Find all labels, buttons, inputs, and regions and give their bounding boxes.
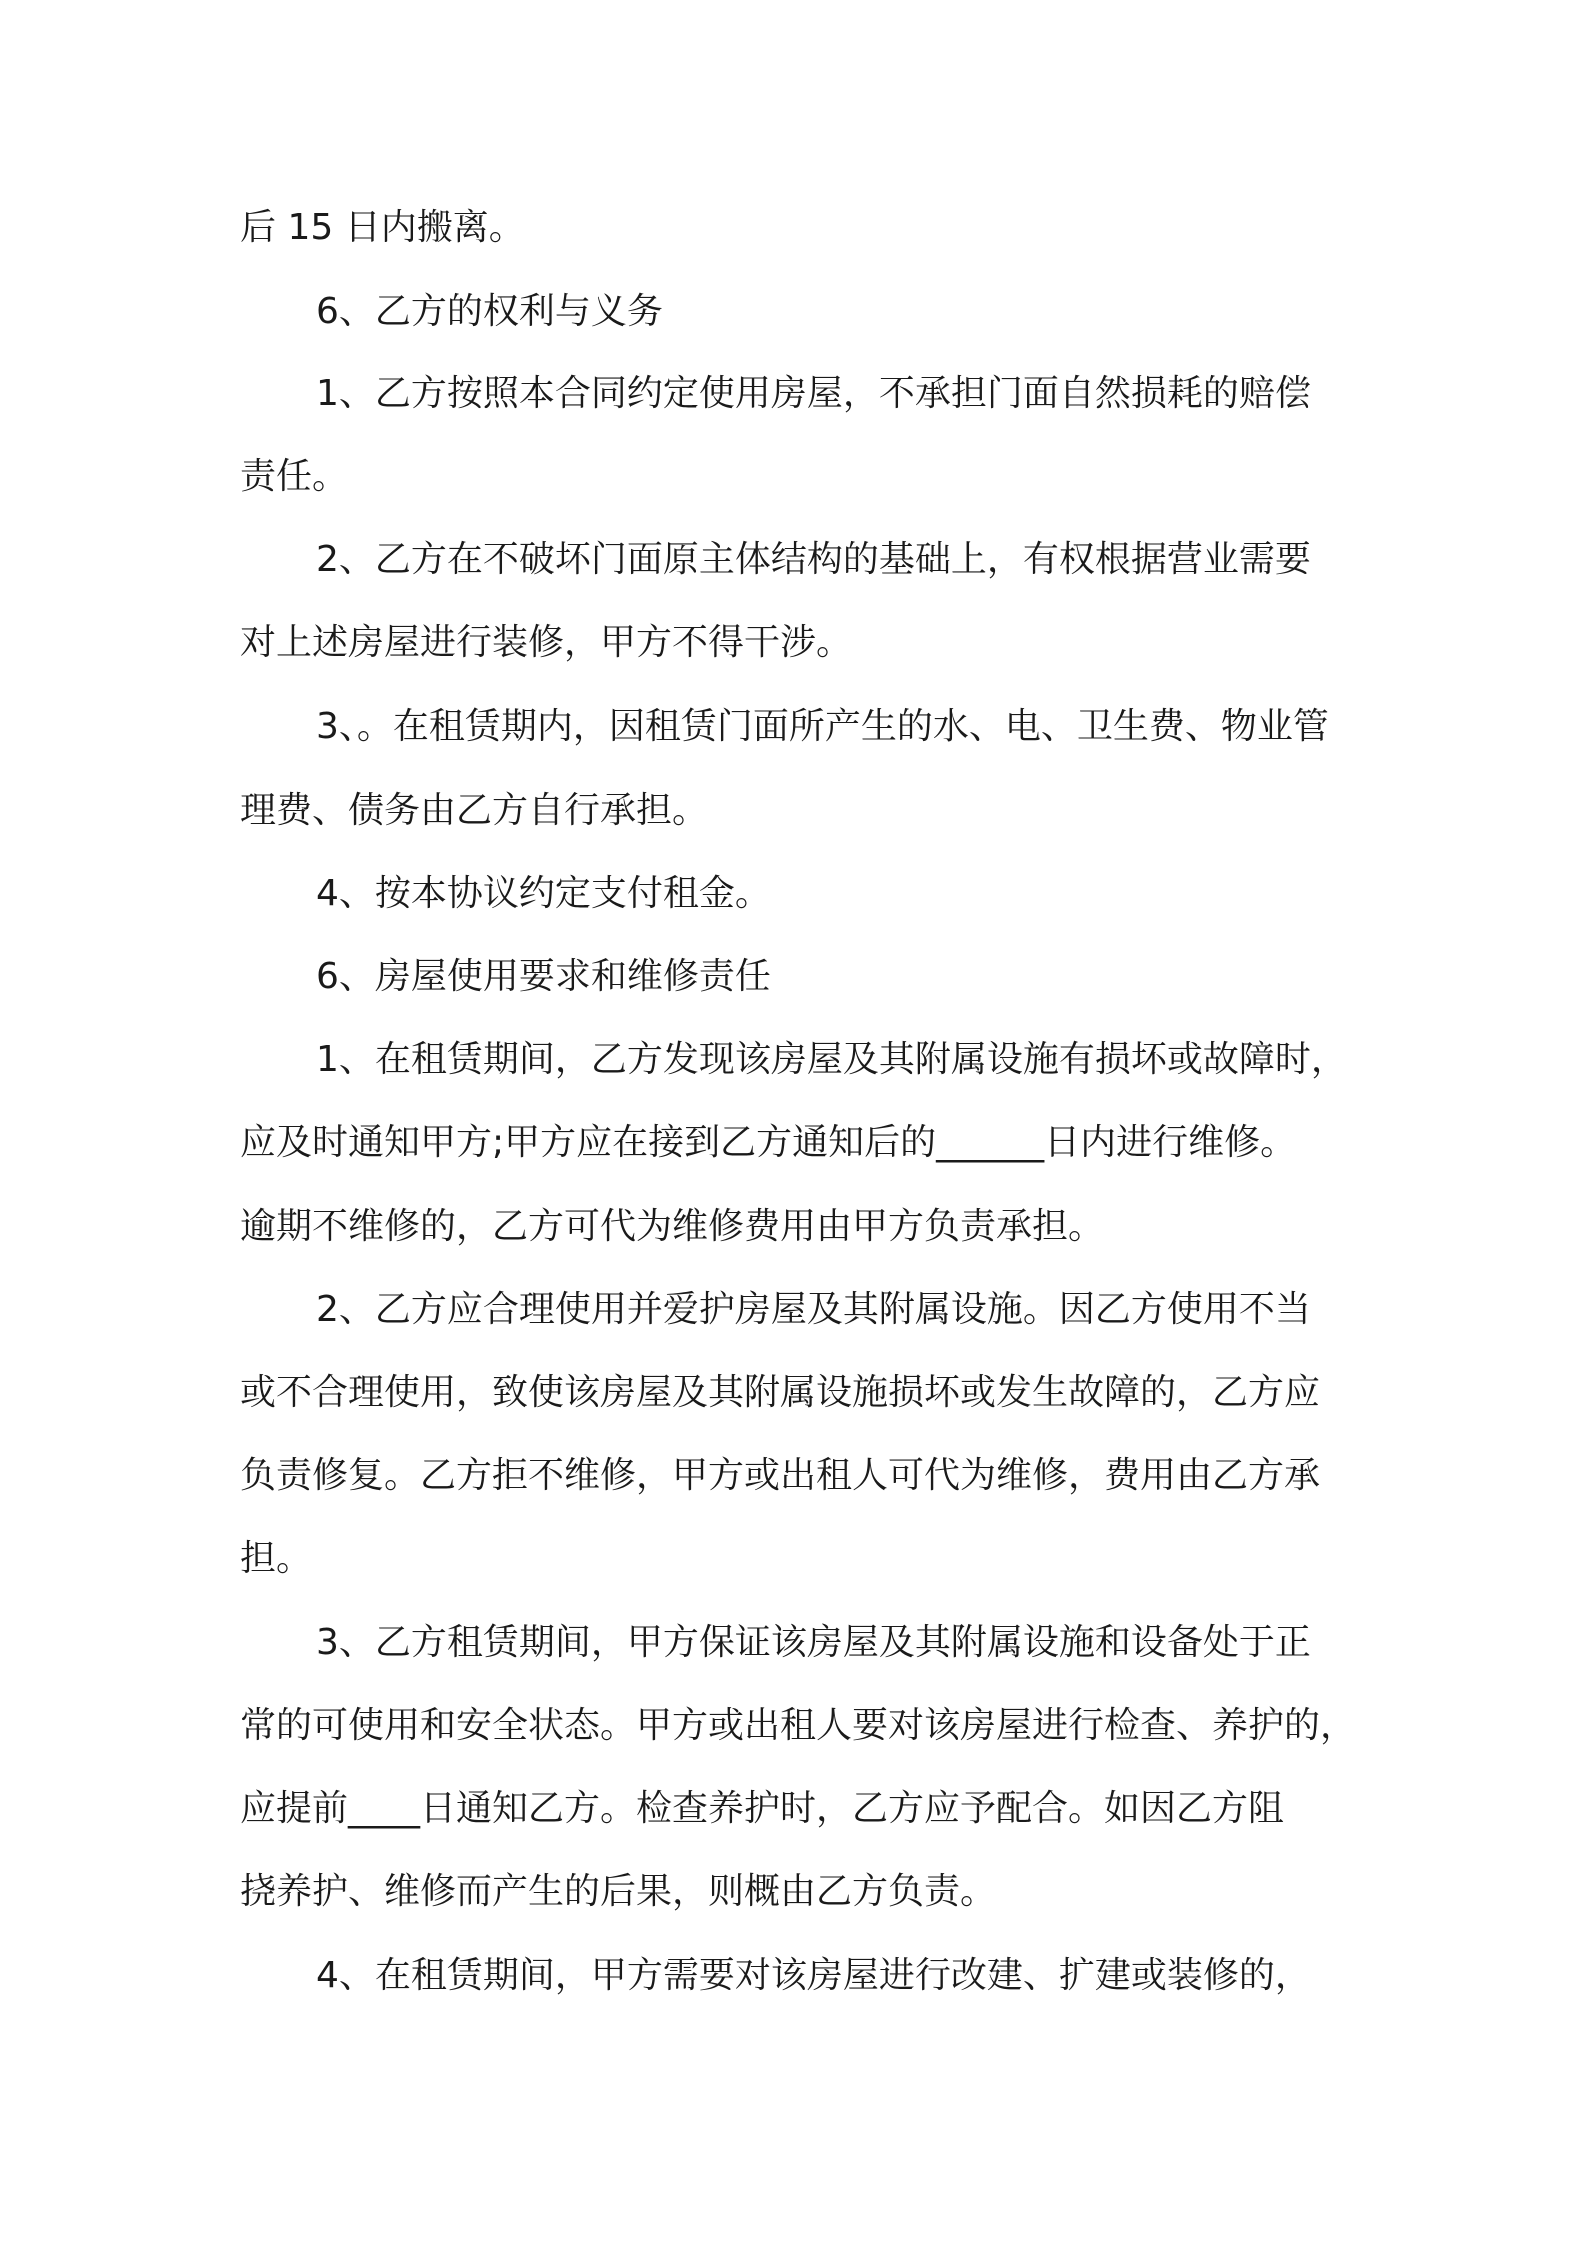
text-line: 负责修复。乙方拒不维修，甲方或出租人可代为维修，费用由乙方承 (240, 1455, 1321, 1496)
section-heading: 6、房屋使用要求和维修责任 (316, 956, 771, 997)
text-line: 逾期不维修的，乙方可代为维修费用由甲方负责承担。 (240, 1206, 1105, 1247)
text-line: 后 15 日内搬离。 (240, 207, 525, 248)
text-line: 责任。 (240, 456, 349, 497)
text-line: 常的可使用和安全状态。甲方或出租人要对该房屋进行检查、养护的， (240, 1705, 1357, 1746)
text-line: 应提前____日通知乙方。检查养护时，乙方应予配合。如因乙方阻 (240, 1788, 1285, 1829)
text-line: 4、在租赁期间，甲方需要对该房屋进行改建、扩建或装修的， (316, 1955, 1311, 1996)
text-line: 对上述房屋进行装修，甲方不得干涉。 (240, 622, 853, 663)
text-line: 1、乙方按照本合同约定使用房屋，不承担门面自然损耗的赔偿 (316, 373, 1311, 414)
text-line: 应及时通知甲方;甲方应在接到乙方通知后的______日内进行维修。 (240, 1122, 1297, 1163)
text-line: 2、乙方应合理使用并爱护房屋及其附属设施。因乙方使用不当 (316, 1289, 1311, 1330)
text-line: 2、乙方在不破坏门面原主体结构的基础上，有权根据营业需要 (316, 539, 1311, 580)
text-line: 理费、债务由乙方自行承担。 (240, 790, 709, 831)
text-line: 4、按本协议约定支付租金。 (316, 873, 771, 914)
text-line: 3、乙方租赁期间，甲方保证该房屋及其附属设施和设备处于正 (316, 1622, 1311, 1663)
text-line: 或不合理使用，致使该房屋及其附属设施损坏或发生故障的，乙方应 (240, 1372, 1321, 1413)
text-line: 3、。在租赁期内，因租赁门面所产生的水、电、卫生费、物业管 (316, 706, 1329, 747)
section-heading: 6、乙方的权利与义务 (316, 291, 663, 332)
text-line: 1、在租赁期间，乙方发现该房屋及其附属设施有损坏或故障时， (316, 1039, 1347, 1080)
text-line: 挠养护、维修而产生的后果，则概由乙方负责。 (240, 1871, 997, 1912)
text-line: 担。 (240, 1538, 313, 1579)
